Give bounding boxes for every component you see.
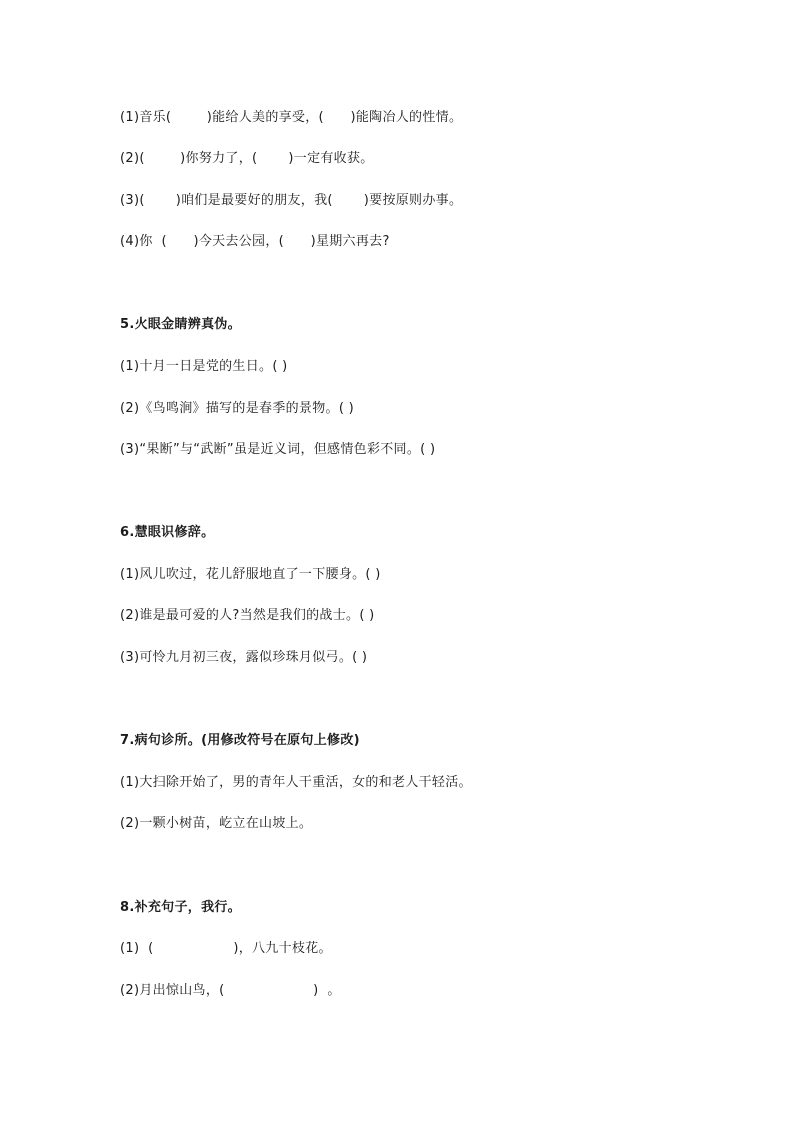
s7-heading: 7.病句诊所。(用修改符号在原句上修改)	[120, 733, 360, 748]
s6-item-1: (1)风儿吹过，花儿舒服地直了一下腰身。( )	[120, 567, 381, 582]
s4-item-4: (4)你 ( )今天去公园，( )星期六再去?	[120, 234, 390, 249]
s5-item-3: (3)“果断”与“武断”虽是近义词，但感情色彩不同。( )	[120, 442, 436, 457]
s5-heading: 5.火眼金睛辨真伪。	[120, 317, 241, 332]
s5-item-1: (1)十月一日是党的生日。( )	[120, 359, 288, 374]
s6-item-2: (2)谁是最可爱的人?当然是我们的战士。( )	[120, 608, 375, 623]
s5-item-2: (2)《鸟鸣涧》描写的是春季的景物。( )	[120, 401, 354, 416]
s6-heading: 6.慧眼识修辞。	[120, 525, 215, 540]
s4-item-1: (1)音乐( )能给人美的享受，( )能陶冶人的性情。	[120, 110, 463, 125]
s8-item-1: (1) ( )，八九十枝花。	[120, 941, 332, 956]
s6-item-3: (3)可怜九月初三夜，露似珍珠月似弓。( )	[120, 650, 368, 665]
s7-item-2: (2)一颗小树苗，屹立在山坡上。	[120, 816, 313, 831]
s8-item-2: (2)月出惊山鸟，( ) 。	[120, 983, 341, 998]
s7-item-1: (1)大扫除开始了，男的青年人干重活，女的和老人干轻活。	[120, 775, 472, 790]
s4-item-2: (2)( )你努力了，( )一定有收获。	[120, 151, 374, 166]
s8-heading: 8.补充句子，我行。	[120, 900, 241, 915]
s4-item-3: (3)( )咱们是最要好的朋友，我( )要按原则办事。	[120, 193, 463, 208]
